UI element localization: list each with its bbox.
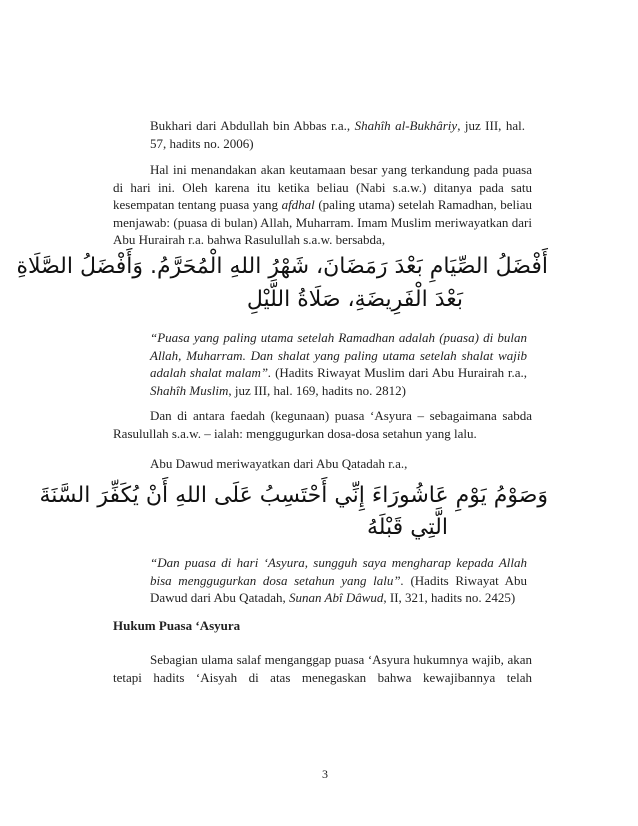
translation-muslim-hadith: “Puasa yang paling utama setelah Ramadhan adalah (puasa) di bulan Allah, Muharram. Dan shalat yang paling utama setelah shalat wajib adalah shalat malam”. (Hadits Riwayat Muslim dari Abu Hurairah r.a., Shahîh Muslim, juz III, hal. 169, hadits no. 2812): [150, 330, 527, 398]
translation-abu-dawud-hadith: “Dan puasa di hari ‘Asyura, sungguh saya mengharap kepada Allah bisa menggugurkan dosa setahun yang lalu”. (Hadits Riwayat Abu Dawud dari Abu Qatadah, Sunan Abî Dâwud, II, 321, hadits no. 2425): [150, 555, 528, 605]
arabic-hadith-2-line-1: وَصَوْمُ يَوْمِ عَاشُورَاءَ إِنِّي أَحْتَسِبُ عَلَى اللهِ أَنْ يُكَفِّرَ السَّنَةَ: [39, 483, 548, 508]
arabic-hadith-line-1: أَفْضَلُ الصِّيَامِ بَعْدَ رَمَضَانَ، شَهْرُ اللهِ الْمُحَرَّمُ. وَأَفْضَلُ الصَّلَاةِ: [16, 254, 548, 279]
paragraph-ashura-benefit: Dan di antara faedah (kegunaan) puasa ‘Asyura – sebagaimana sabda Rasulullah s.a.w. – ialah: menggugurkan dosa-dosa setahun yang lalu.: [113, 408, 532, 441]
paragraph-ashura-ruling: Sebagian ulama salaf menganggap puasa ‘Asyura hukumnya wajib, akan tetapi hadits ‘Aisyah di atas menegaskan bahwa kewajibannya telah: [113, 652, 532, 685]
section-heading: Hukum Puasa ‘Asyura: [113, 618, 241, 633]
page-number: 3: [322, 767, 328, 781]
arabic-hadith-line-2: بَعْدَ الْفَرِيضَةِ، صَلَاةُ اللَّيْلِ: [246, 287, 463, 312]
book-title: Shahîh Muslim: [150, 382, 229, 398]
paragraph-abu-dawud-intro: Abu Dawud meriwayatkan dari Abu Qatadah r.a.,: [150, 456, 408, 471]
book-title: Sunan Abî Dâwud: [289, 590, 384, 605]
term-afdhal: afdhal: [281, 197, 315, 212]
reference-continuation: Bukhari dari Abdullah bin Abbas r.a., Shahîh al-Bukhâriy, juz III, hal. 57, hadits no. 2006): [150, 118, 525, 151]
paragraph-muharram-virtue: Hal ini menandakan akan keutamaan besar yang terkandung pada puasa di hari ini. Oleh karena itu ketika beliau (Nabi s.a.w.) ditanya pada satu kesempatan tentang puasa yang afdhal (paling utama) setelah Ramadhan, beliau menjawab: (puasa di bulan) Allah, Muharram. Imam Muslim meriwayatkan dari Abu Hurairah r.a. bahwa Rasulullah s.a.w. bersabda,: [113, 162, 532, 247]
book-title: Shahîh al-Bukhâriy: [354, 118, 458, 133]
arabic-hadith-2-line-2: الَّتِي قَبْلَهُ: [366, 515, 448, 540]
